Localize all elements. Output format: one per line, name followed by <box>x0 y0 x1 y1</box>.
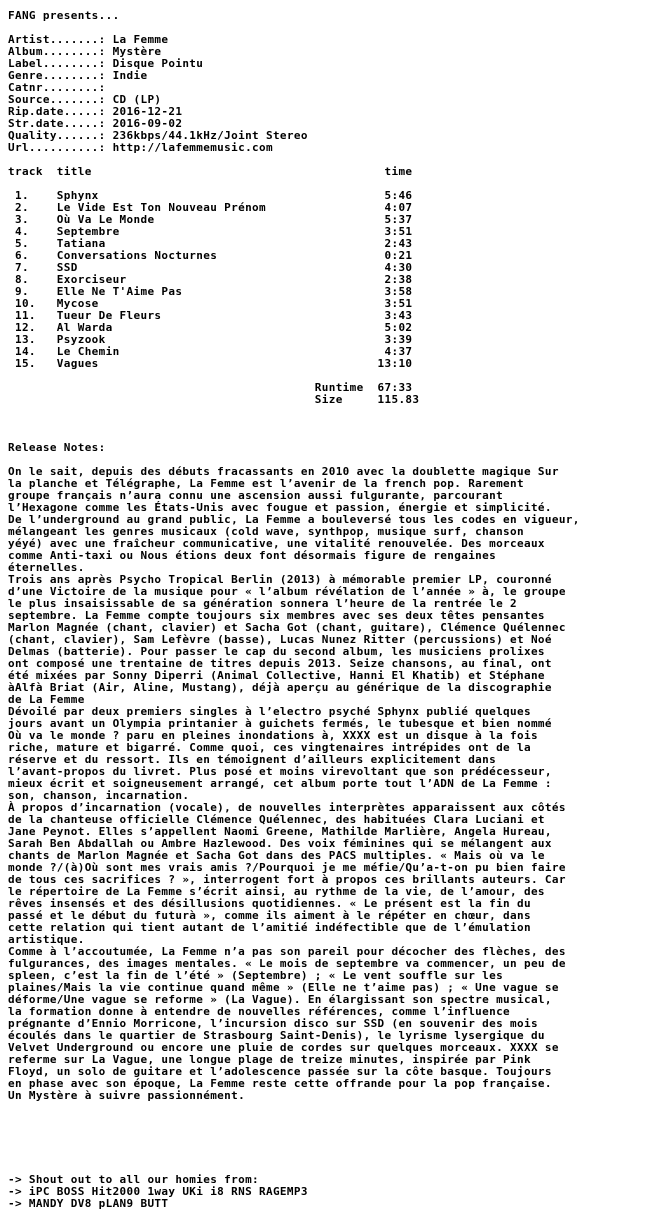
release-notes-line: déforme/Une vague se reforme » (La Vague). En élargissant son spectre musical, <box>8 993 552 1006</box>
spacer <box>8 1138 648 1150</box>
info-line: Source.......: CD (LP) <box>8 93 162 106</box>
release-notes-line: rêves insensés et des désillusions quotidiennes. « Le présent est la fin du <box>8 897 531 910</box>
release-notes-line: Sarah Ben Abdallah ou Ambre Hazlewood. Des voix féminines qui se mélangent aux <box>8 837 552 850</box>
release-notes-line: septembre. La Femme compte toujours six membres avec ses deux têtes pensantes <box>8 609 545 622</box>
release-notes-line: d’une Victoire de la musique pour « l’album révélation de l’année » à, le groupe <box>8 585 566 598</box>
shoutout-line: -> Shout out to all our homies from: <box>8 1173 260 1186</box>
track-row: 7. SSD 4:30 <box>8 261 413 274</box>
spacer <box>8 418 648 430</box>
release-notes-line: On le sait, depuis des débuts fracassants en 2010 avec la doublette magique Sur <box>8 465 559 478</box>
release-notes-line: l’avant-propos du livret. Plus posé et moins virevoltant que son prédécesseur, <box>8 765 552 778</box>
release-notes-line: De l’underground au grand public, La Femme a bouleversé tous les codes en vigueur, <box>8 513 580 526</box>
size-line: Size 115.83 <box>8 393 420 406</box>
track-row: 15. Vagues 13:10 <box>8 357 413 370</box>
release-notes-line: Floyd, un solo de guitare et l’adolescence passée sur la côte basque. Toujours <box>8 1065 552 1078</box>
spacer <box>8 1150 648 1162</box>
release-notes-line: son, chanson, incarnation. <box>8 789 190 802</box>
release-notes-line: Où va le monde ? paru en pleines inondations à, XXXX est un disque à la fois <box>8 729 538 742</box>
release-notes-line: (chant, clavier), Sam Lefèvre (basse), Lucas Nunez Ritter (percussions) et Noé <box>8 633 552 646</box>
info-line: Label........: Disque Pointu <box>8 57 204 70</box>
spacer <box>8 1126 648 1138</box>
release-notes-line: spleen, c’est la fin de l’été » (Septembre) ; « Le vent souffle sur les <box>8 969 504 982</box>
info-line: Str.date.....: 2016-09-02 <box>8 117 183 130</box>
release-notes-line: été mixées par Sonny Diperri (Animal Collective, Hanni El Khatib) et Stéphane <box>8 669 545 682</box>
release-notes-line: le répertoire de La Femme s’écrit ainsi, au rythme de la vie, de l’amour, des <box>8 885 545 898</box>
release-notes-line: plaines/Mais la vie continue quand même » (Elle ne t’aime pas) ; « Une vague se <box>8 981 559 994</box>
info-line: Url..........: http://lafemmemusic.com <box>8 141 273 154</box>
release-info-block <box>8 34 648 154</box>
nfo-document <box>8 10 648 1210</box>
release-notes-title: Release Notes: <box>8 441 106 454</box>
release-notes-line: Trois ans après Psycho Tropical Berlin (2013) à mémorable premier LP, couronné <box>8 573 552 586</box>
release-notes-line: riche, mature et bigarré. Comme quoi, ces vingtenaires intrépides ont de la <box>8 741 531 754</box>
release-notes-line: referme sur La Vague, une longue plage de treize minutes, inspirée par Pink <box>8 1053 531 1066</box>
release-notes-line: la formation donne à entendre de nouvelles références, comme l’influence <box>8 1005 511 1018</box>
shoutout-line: -> MANDY DV8 pLAN9 BUTT <box>8 1197 169 1210</box>
release-notes-line: passé et le début du futurà », comme ils aiment à le répéter en chœur, dans <box>8 909 531 922</box>
release-notes-line: Jane Peynot. Elles s’appellent Naomi Greene, Mathilde Marlière, Angela Hureau, <box>8 825 552 838</box>
info-line: Quality......: 236kbps/44.1kHz/Joint Stereo <box>8 129 308 142</box>
spacer <box>8 1102 648 1114</box>
track-row: 1. Sphynx 5:46 <box>8 189 413 202</box>
track-row: 9. Elle Ne T'Aime Pas 3:58 <box>8 285 413 298</box>
nfo-header: FANG presents... <box>8 9 120 22</box>
track-row: 13. Psyzook 3:39 <box>8 333 413 346</box>
release-notes-line: écoulés dans le quartier de Strasbourg Saint-Denis), le lyrisme lysergique du <box>8 1029 545 1042</box>
release-notes-line: À propos d’incarnation (vocale), de nouvelles interprètes apparaissent aux côtés <box>8 801 566 814</box>
release-notes-line: yéyé) avec une fraîcheur communicative, une vitalité renouvelée. Des morceaux <box>8 537 545 550</box>
release-notes-line: artistique. <box>8 933 85 946</box>
release-notes-line: mieux écrit et soigneusement arrangé, cet album porte tout l’ADN de La Femme : <box>8 777 552 790</box>
shoutouts-block <box>8 1174 648 1210</box>
release-notes-line: réserve et du ressort. Ils en témoignent d’ailleurs explicitement dans <box>8 753 497 766</box>
release-notes-line: le plus insaisissable de sa génération sonnera l’heure de la rentrée le 2 <box>8 597 517 610</box>
track-row: 6. Conversations Nocturnes 0:21 <box>8 249 413 262</box>
release-notes-line: en phase avec son époque, La Femme reste cette offrande pour la pop française. <box>8 1077 552 1090</box>
release-notes-line: l’Hexagone comme les États-Unis avec fougue et passion, énergie et simplicité. <box>8 501 552 514</box>
release-notes-line: mélangeant les genres musicaux (cold wave, synthpop, musique surf, chanson <box>8 525 524 538</box>
tracklist-header: track title time <box>8 165 413 178</box>
release-notes-line: Un Mystère à suivre passionnément. <box>8 1089 246 1102</box>
release-notes-line: de La Femme <box>8 693 85 706</box>
track-row: 10. Mycose 3:51 <box>8 297 413 310</box>
release-notes-line: Dévoilé par deux premiers singles à l’electro psyché Sphynx publié quelques <box>8 705 531 718</box>
release-notes-line: groupe français n’aura connu une ascension aussi fulgurante, parcourant <box>8 489 504 502</box>
release-notes-line: de tous ces sacrifices ? », interrogent fort à propos ces brillants auteurs. Car <box>8 873 566 886</box>
release-notes-line: Delmas (batterie). Pour passer le cap du second album, les musiciens prolixes <box>8 645 545 658</box>
release-notes-line: àAlfà Briat (Air, Aline, Mustang), déjà aperçu au générique de la discographie <box>8 681 552 694</box>
release-notes-line: Marlon Magnée (chant, clavier) et Sacha Got (chant, guitare), Clémence Quélennec <box>8 621 566 634</box>
release-notes-line: cette relation qui tient autant de l’amitié indéfectible que de l’émulation <box>8 921 531 934</box>
shoutout-line: -> iPC BOSS Hit2000 1way UKi i8 RNS RAGEMP3 <box>8 1185 308 1198</box>
track-row: 5. Tatiana 2:43 <box>8 237 413 250</box>
info-line: Catnr........: <box>8 81 106 94</box>
release-notes-line: Comme à l’accoutumée, La Femme n’a pas son pareil pour décocher des flèches, des <box>8 945 566 958</box>
info-line: Genre........: Indie <box>8 69 148 82</box>
release-notes-line: comme Anti-taxi ou Nous étions deux font désormais figure de rengaines <box>8 549 497 562</box>
release-notes-line: monde ?/(à)Où sont mes vrais amis ?/Pourquoi je me méfie/Qu’a-t-on pu bien faire <box>8 861 566 874</box>
release-notes-line: ont composé une trentaine de titres depuis 2013. Seize chansons, au final, ont <box>8 657 552 670</box>
info-line: Rip.date.....: 2016-12-21 <box>8 105 183 118</box>
info-line: Artist.......: La Femme <box>8 33 169 46</box>
runtime-line: Runtime 67:33 <box>8 381 413 394</box>
track-row: 12. Al Warda 5:02 <box>8 321 413 334</box>
track-row: 4. Septembre 3:51 <box>8 225 413 238</box>
spacer <box>8 406 648 418</box>
info-line: Album........: Mystère <box>8 45 162 58</box>
track-row: 8. Exorciseur 2:38 <box>8 273 413 286</box>
track-row: 2. Le Vide Est Ton Nouveau Prénom 4:07 <box>8 201 413 214</box>
tracklist <box>8 190 648 370</box>
release-notes-line: éternelles. <box>8 561 85 574</box>
spacer <box>8 1114 648 1126</box>
track-row: 14. Le Chemin 4:37 <box>8 345 413 358</box>
release-notes-line: jours avant un Olympia printanier à guichets fermés, le tubesque et bien nommé <box>8 717 552 730</box>
release-notes-line: fulgurances, des images mentales. « Le mois de septembre va commencer, un peu de <box>8 957 566 970</box>
release-notes-line: prégnante d’Ennio Morricone, l’incursion disco sur SSD (en souvenir des mois <box>8 1017 538 1030</box>
release-notes-line: chants de Marlon Magnée et Sacha Got dans des PACS multiples. « Mais où va le <box>8 849 545 862</box>
release-notes-line: la planche et Télégraphe, La Femme est l’avenir de la french pop. Rarement <box>8 477 524 490</box>
track-row: 3. Où Va Le Monde 5:37 <box>8 213 413 226</box>
release-notes-body <box>8 466 648 1102</box>
release-notes-line: Velvet Underground ou encore une pluie de cordes sur quelques morceaux. XXXX se <box>8 1041 559 1054</box>
release-notes-line: de la chanteuse officielle Clémence Quélennec, des habituées Clara Luciani et <box>8 813 545 826</box>
track-row: 11. Tueur De Fleurs 3:43 <box>8 309 413 322</box>
